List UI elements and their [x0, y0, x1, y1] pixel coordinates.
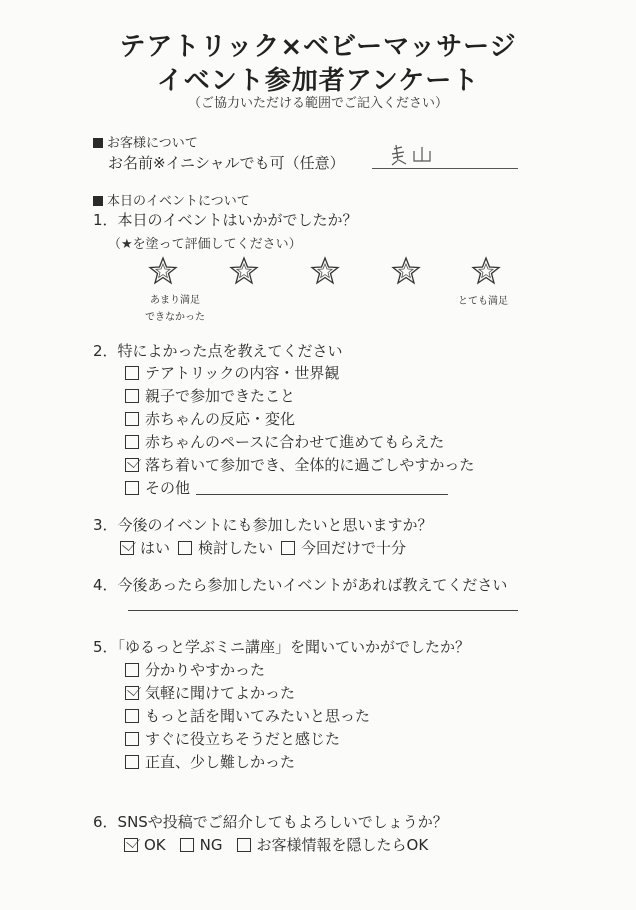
checkbox-checked[interactable]	[125, 686, 139, 700]
handwritten-name	[388, 143, 438, 167]
checkbox[interactable]	[178, 541, 192, 555]
q6-option[interactable]	[180, 836, 223, 854]
checkbox[interactable]	[125, 481, 139, 495]
star-rating	[142, 256, 512, 286]
checkbox[interactable]	[125, 412, 139, 426]
question-2: 2．特によかった点を教えてください	[93, 342, 343, 360]
survey-title-line2: イベント参加者アンケート	[156, 66, 480, 96]
q3-options	[120, 537, 414, 558]
q5-option-label: 分かりやすかった	[145, 661, 266, 679]
name-input-line[interactable]	[372, 168, 518, 169]
q2-option[interactable]	[125, 431, 444, 452]
q2-option-other[interactable]	[125, 477, 448, 498]
checkbox[interactable]	[125, 435, 139, 449]
section-customer	[93, 132, 198, 151]
q5-option[interactable]	[125, 705, 370, 726]
square-bullet-icon	[93, 138, 103, 148]
checkbox-checked[interactable]	[124, 838, 138, 852]
checkbox[interactable]	[281, 541, 295, 555]
checkbox[interactable]	[180, 838, 194, 852]
q6-option[interactable]	[237, 834, 429, 855]
rating-high-label: とても満足	[458, 296, 508, 307]
q2-option[interactable]	[125, 362, 339, 383]
section-event-label: 本日のイベントについて	[107, 194, 250, 209]
q3-option[interactable]	[281, 537, 406, 558]
checkbox-checked[interactable]	[125, 458, 139, 472]
section-event	[93, 190, 250, 209]
checkbox[interactable]	[125, 709, 139, 723]
checkbox[interactable]	[125, 755, 139, 769]
q2-option-label: 赤ちゃんの反応・変化	[145, 410, 296, 428]
q5-option[interactable]	[125, 659, 265, 680]
q2-option[interactable]	[125, 454, 474, 475]
star-icon[interactable]	[310, 256, 340, 286]
q3-option-label: 今回だけで十分	[301, 539, 407, 557]
star-icon[interactable]	[391, 256, 421, 286]
question-6: 6．SNSや投稿でご紹介してもよろしいでしょうか？	[93, 813, 448, 831]
survey-subtitle: （ご協力いただける範囲でご記入ください）	[187, 96, 448, 111]
q6-option-label: OK	[144, 835, 166, 854]
name-label: お名前※イニシャルでも可（任意）	[108, 154, 345, 172]
q2-option-label: テアトリックの内容・世界観	[145, 364, 340, 382]
survey-title-line1: テアトリック×ベビーマッサージ	[119, 32, 517, 62]
q6-options	[124, 834, 436, 855]
q2-option[interactable]	[125, 385, 295, 406]
q3-option[interactable]	[120, 537, 170, 558]
question-4: 4．今後あったら参加したいイベントがあれば教えてください	[93, 576, 508, 594]
question-1-note: （★を塗って評価してください）	[108, 237, 302, 252]
rating-low-label	[138, 292, 212, 326]
checkbox[interactable]	[125, 366, 139, 380]
q6-option-label: お客様情報を隠したらOK	[256, 836, 429, 854]
q6-option-label: NG	[199, 835, 223, 854]
rating-low-label-line2: できなかった	[145, 312, 205, 323]
rating-low-label-line1: あまり満足	[150, 295, 200, 306]
q2-option-label: 落ち着いて参加でき、全体的に過ごしやすかった	[145, 456, 475, 474]
star-icon[interactable]	[471, 256, 501, 286]
checkbox[interactable]	[125, 732, 139, 746]
q6-option[interactable]	[124, 836, 166, 854]
star-icon[interactable]	[148, 256, 178, 286]
other-input-line[interactable]	[196, 480, 448, 495]
q4-answer-line[interactable]	[128, 610, 518, 611]
star-icon[interactable]	[229, 256, 259, 286]
checkbox[interactable]	[125, 389, 139, 403]
q2-option-label: その他	[145, 479, 191, 497]
square-bullet-icon	[93, 196, 103, 206]
q5-option[interactable]	[125, 728, 340, 749]
question-3: 3．今後のイベントにも参加したいと思いますか？	[93, 516, 433, 534]
q5-option[interactable]	[125, 751, 295, 772]
q5-option-label: すぐに役立ちそうだと感じた	[145, 730, 341, 748]
q2-option-label: 赤ちゃんのペースに合わせて進めてもらえた	[145, 433, 445, 451]
q2-option-label: 親子で参加できたこと	[145, 387, 296, 405]
q3-option-label: 検討したい	[198, 539, 274, 557]
q2-option[interactable]	[125, 408, 295, 429]
checkbox[interactable]	[125, 663, 139, 677]
q3-option[interactable]	[178, 537, 273, 558]
checkbox[interactable]	[237, 838, 251, 852]
q5-option-label: 正直、少し難しかった	[145, 753, 296, 771]
question-1: 1．本日のイベントはいかがでしたか？	[93, 211, 358, 229]
checkbox-checked[interactable]	[120, 541, 134, 555]
section-customer-label: お客様について	[107, 136, 198, 151]
q5-option-label: もっと話を聞いてみたいと思った	[145, 707, 371, 725]
q3-option-label: はい	[140, 539, 171, 557]
question-5: 5．「ゆるっと学ぶミニ講座」を聞いていかがでしたか？	[93, 638, 471, 656]
q5-option[interactable]	[125, 682, 295, 703]
q5-option-label: 気軽に聞けてよかった	[145, 684, 296, 702]
